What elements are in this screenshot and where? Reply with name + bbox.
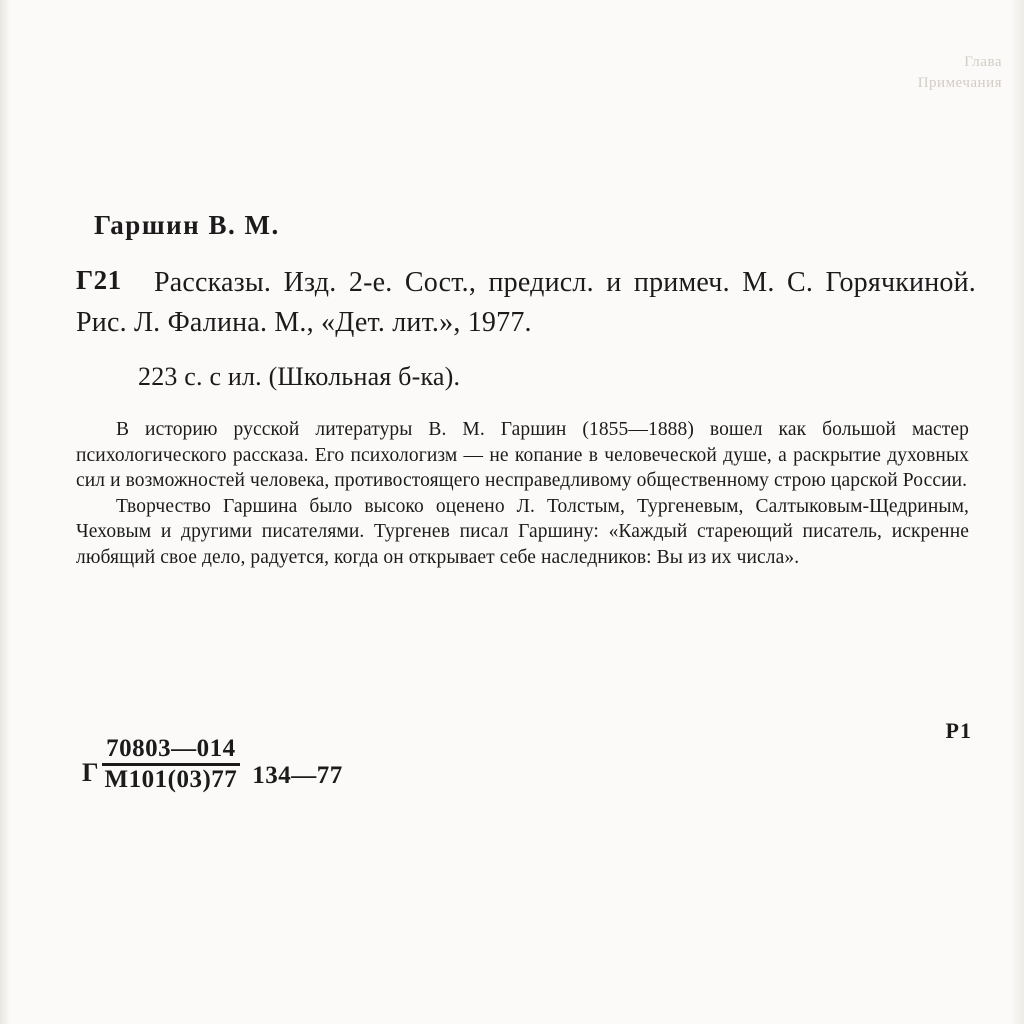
author-heading: Гаршин В. М.	[94, 210, 280, 240]
bibliographic-entry	[76, 263, 976, 343]
physical-description: 223 с. с ил. (Школьная б-ка).	[138, 362, 461, 391]
show-through-text: Глава Примечания	[917, 54, 1002, 91]
catalog-card	[76, 210, 976, 570]
imprint-code-prefix: Г	[82, 757, 99, 787]
imprint-code	[82, 736, 343, 794]
classification-index: Р1	[945, 718, 972, 743]
title-statement: Рассказы. Изд. 2-е. Сост., предисл. и примеч. М. С. Горячкиной. Рис. Л. Фалина. М., «Дет. лит.», 1977.	[76, 267, 976, 338]
imprint-footer	[76, 718, 976, 808]
imprint-code-fraction	[102, 736, 241, 794]
title-statement-wrapper	[76, 263, 976, 343]
paper-edge-left	[0, 0, 10, 1024]
imprint-code-denominator: М101(03)77	[104, 766, 238, 794]
imprint-code-suffix: 134—77	[252, 761, 343, 789]
annotation-paragraph-1: В историю русской литературы В. М. Гаршин (1855—1888) вошел как большой мастер психологического рассказа. Его психологизм — не копание в человеческой душе, а раскрытие духовных сил и возможностей человека, противостоящего несправедливому общественному строю царской России.	[76, 419, 969, 491]
annotation-block	[76, 417, 969, 570]
paper-edge-right	[1010, 0, 1024, 1024]
annotation-paragraph-2: Творчество Гаршина было высоко оценено Л. Толстым, Тургеневым, Салтыковым-Щедриным, Чеховым и другими писателями. Тургенев писал Гаршину: «Каждый стареющий писатель, искренне любящий свое дело, радуется, когда он открывает себе наследников: Вы из их числа».	[76, 495, 969, 568]
imprint-code-numerator: 70803—014	[106, 735, 236, 762]
shelf-code: Г21	[76, 265, 122, 295]
